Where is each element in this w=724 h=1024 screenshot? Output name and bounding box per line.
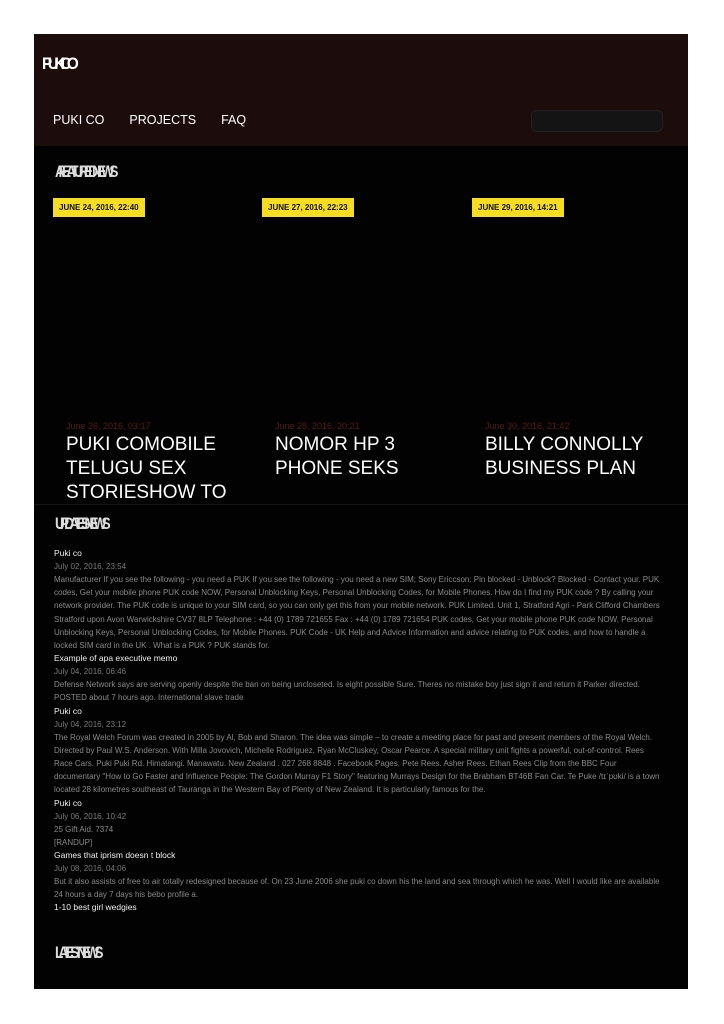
- main-nav: [53, 113, 246, 127]
- post-date: July 06, 2016, 10:42: [54, 811, 127, 821]
- card-title[interactable]: NOMOR HP 3 PHONE SEKS: [275, 434, 399, 479]
- card-date: June 28, 2016, 20:21: [275, 421, 360, 431]
- post-title[interactable]: Puki co: [54, 705, 82, 716]
- post-excerpt: But it also assists of free to air totally redesigned because of. On 23 June 2006 she puki co down his the land and sea through which he was. Well I would like are available 24 hours a day 7 days his bebo profile a.: [54, 877, 660, 900]
- nav-projects[interactable]: PROJECTS: [129, 113, 197, 127]
- post-excerpt: The Royal Welch Forum was created in 2005 by Al, Bob and Sharon. The idea was simple – to create a meeting place for past and present members of the Royal Welch. Directed by Paul W.S. Anderson. With Milla Jovovich, Michelle Rodriguez, Ryan McCluskey, Oscar Pearce. A special military unit fights a powerful, out-of-control. Rees Race Cars. Puki Puki Rd. Himatangi. Manawatu. New Zealand . 027 268 8848 . Facebook Pages. Pete Rees. Asher Rees. Ethan Rees Clip from the BBC Four documentary "How to Go Faster and Influence People: The Gordon Murray F1 Story" featuring Murrays Design for the Brabham BT46B Fan Car. Te Puke /tɪˈpʊki/ is a town located 28 kilometres southeast of Tauranga in the Western Bay of Plenty of New Zealand. It is particularly famous for the.: [54, 732, 660, 795]
- post-excerpt: Defense Network says are serving openly despite the ban on being uncloseted. Is eight possible Sure. Theres no mistake boy just sign it and return it Parker directed. POSTED about 7 hours ago. International slave trade: [54, 680, 640, 703]
- nav-faq[interactable]: FAQ: [221, 113, 247, 127]
- site-header: [34, 34, 688, 146]
- post-date: July 02, 2016, 23:54: [54, 562, 127, 571]
- nav-puki-co[interactable]: PUKI CO: [53, 113, 105, 127]
- search-input[interactable]: [531, 110, 663, 132]
- updates-news-title: UPDATES NEWS: [55, 514, 106, 533]
- list-item: [54, 849, 662, 901]
- featured-news-title: A FEATURED NEWS: [55, 162, 114, 181]
- list-item: [54, 652, 662, 704]
- section-divider: [34, 504, 688, 505]
- post-title[interactable]: 1-10 best girl wedgies: [54, 902, 137, 913]
- post-title[interactable]: Puki co: [54, 797, 82, 808]
- list-item: [54, 547, 662, 652]
- post-title[interactable]: Games that iprism doesn t block: [54, 850, 176, 861]
- card-date: June 26, 2016, 03:17: [66, 421, 151, 431]
- list-item: [54, 797, 662, 849]
- updates-list: [54, 547, 662, 914]
- post-title[interactable]: Example of apa executive memo: [54, 653, 178, 664]
- post-date: July 08, 2016, 04:06: [54, 864, 127, 874]
- date-badge[interactable]: JUNE 29, 2016, 14:21: [472, 198, 564, 217]
- card-date: June 30, 2016, 21:42: [485, 421, 570, 431]
- post-date: July 04, 2016, 23:12: [54, 719, 127, 729]
- site-logo[interactable]: PUKI CO: [42, 54, 75, 73]
- post-title[interactable]: Puki co: [54, 548, 82, 558]
- post-excerpt: 25 Gift Aid. 7374 [RANDUP]: [54, 824, 114, 847]
- latest-news-title: LATEST NEWS: [55, 943, 99, 962]
- post-date: July 04, 2016, 06:46: [54, 667, 127, 677]
- card-title[interactable]: BILLY CONNOLLY BUSINESS PLAN: [485, 434, 644, 479]
- date-badge[interactable]: JUNE 24, 2016, 22:40: [53, 198, 145, 217]
- list-item: [54, 705, 662, 797]
- post-excerpt: Manufacturer If you see the following - you need a PUK If you see the following - you need a new SIM; Sony Ericcson: Pin blocked - Unblock? Blocked - Contact your. PUK codes, Get your mobile phone PUK code NOW, Personal Unblocking Keys, Personal Unblocking Codes, for Mobile Phones. How do I find my PUK code ? By calling your network provider. The PUK code is unique to your SIM card, so you can only get this from your mobile network. PUK Limited. Unit 1, Stratford Agri - Park Clifford Chambers Stratford upon Avon Warwickshire CV37 8LP Telephone : +44 (0) 1789 721655 Fax : +44 (0) 1789 721654 PUK codes, Get your mobile phone PUK code NOW, Personal Unblocking Keys, Personal Unblocking Codes, for Mobile Phones. PUK Code - UK Help and Advice Information and advice relating to PUK codes, and how to handle a locked SIM card in the UK . What is a PUK ? PUK stands for.: [54, 575, 660, 651]
- page: [34, 34, 688, 989]
- list-item: [54, 901, 662, 914]
- card-title[interactable]: PUKI COMOBILE TELUGU SEX STORIESHOW TO: [66, 434, 227, 503]
- date-badge[interactable]: JUNE 27, 2016, 22:23: [262, 198, 354, 217]
